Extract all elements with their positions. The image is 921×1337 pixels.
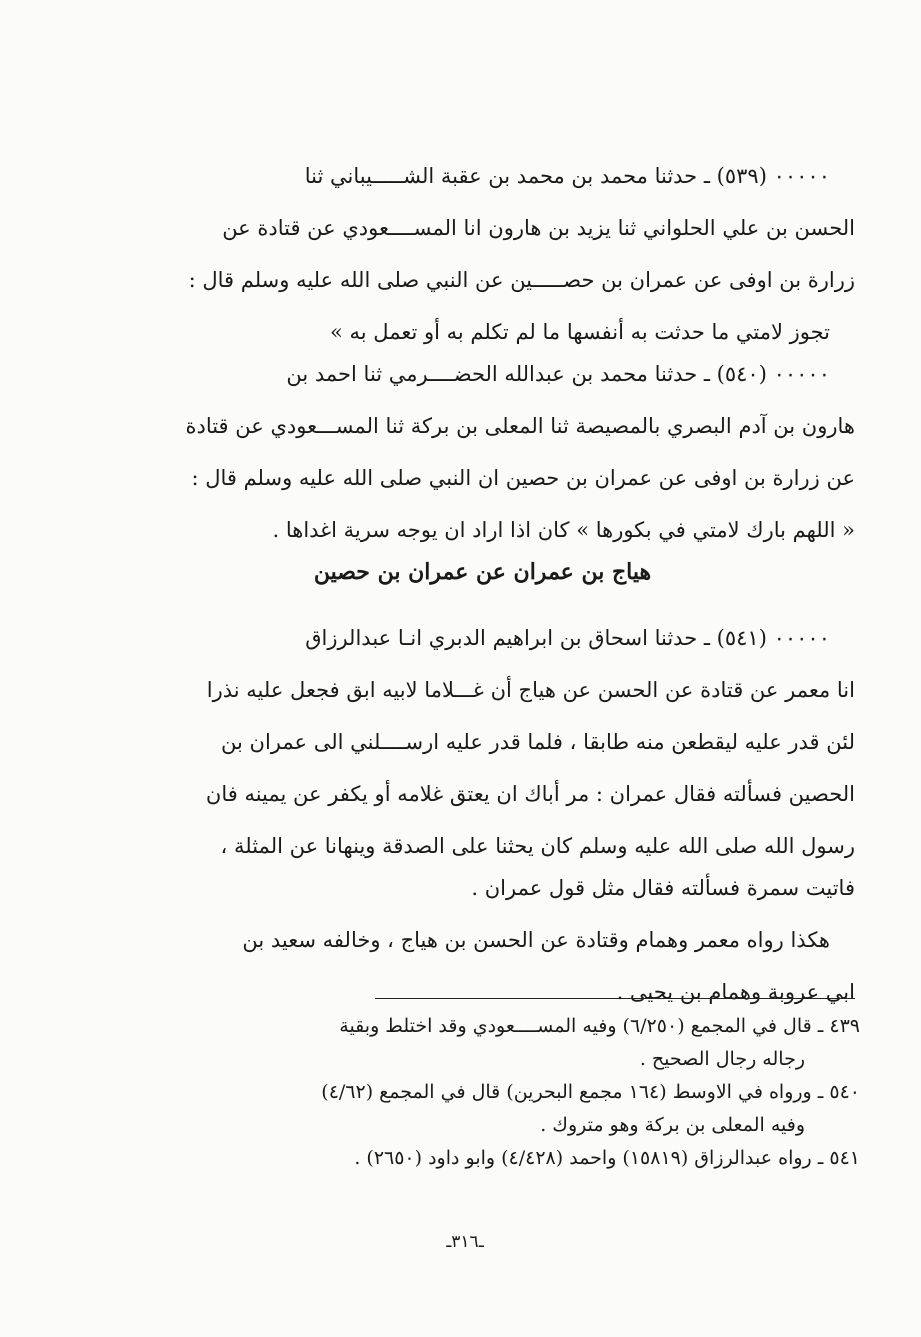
footnotes [120, 1010, 860, 1175]
text-line: رسول الله صلى الله عليه وسلم كان يحثنا على الصدقة وينهانا عن المثلة ، [220, 834, 855, 858]
text-line: الحصين فسألته فقال عمران : مر أباك ان يعتق غلامه أو يكفر عن يمينه فان [205, 782, 855, 806]
text-line: هارون بن آدم البصري بالمصيصة ثنا المعلى بن بركة ثنا المســـعودي عن قتادة [185, 414, 855, 438]
page-number: ـ٣١٦ـ [446, 1232, 484, 1252]
commentary [110, 862, 855, 1018]
hadith-541 [110, 612, 855, 872]
text-line: عن زرارة بن اوفى عن عمران بن حصين ان النبي صلى الله عليه وسلم قال : [191, 466, 855, 490]
text-line: انا معمر عن قتادة عن الحسن عن هياج أن غـــلاما لابيه ابق فجعل عليه نذرا [206, 678, 855, 702]
footnote-line: رجاله رجال الصحيح . [639, 1048, 805, 1070]
footnote-line: ٥٤١ ـ رواه عبدالرزاق (١٥٨١٩) واحمد (٤/٤٢٨) وابو داود (٢٦٥٠) . [354, 1147, 860, 1169]
text-line: لئن قدر عليه ليقطعن منه طابقا ، فلما قدر عليه ارســــلني الى عمران بن [221, 730, 855, 754]
footnote-line: ٤٣٩ ـ قال في المجمع (٦/٢٥٠) وفيه المســــعودي وقد اختلط وبقية [339, 1015, 860, 1037]
text-line: زرارة بن اوفى عن عمران بن حصـــــين عن النبي صلى الله عليه وسلم قال : [188, 268, 855, 292]
section-heading: هياج بن عمران عن عمران بن حصين [313, 559, 652, 585]
text-line: الحسن بن علي الحلواني ثنا يزيد بن هارون انا المســــعودي عن قتادة عن [222, 216, 855, 240]
text-line: فاتيت سمرة فسألته فقال مثل قول عمران . [471, 876, 855, 900]
text-line: ٠٠٠٠٠ (٥٤١) ـ حدثنا اسحاق بن ابراهيم الدبري انـا عبدالرزاق [305, 626, 830, 650]
hadith-539 [110, 150, 855, 358]
text-line: تجوز لامتي ما حدثت به أنفسها ما لم تكلم به أو تعمل به » [329, 320, 830, 344]
footnote-line: وفيه المعلى بن بركة وهو متروك . [540, 1114, 805, 1136]
text-line: ٠٠٠٠٠ (٥٣٩) ـ حدثنا محمد بن محمد بن عقبة الشـــــيباني ثنا [304, 164, 830, 188]
text-line: ابي عروبة وهمام بن يحيى . [616, 980, 855, 1004]
text-line: « اللهم بارك لامتي في بكورها » كان اذا اراد ان يوجه سرية اغداها . [272, 518, 855, 542]
text-line: هكذا رواه معمر وهمام وقتادة عن الحسن بن هياج ، وخالفه سعيد بن [242, 928, 830, 952]
hadith-540 [110, 348, 855, 556]
footnote-line: ٥٤٠ ـ ورواه في الاوسط (١٦٤ مجمع البحرين) قال في المجمع (٤/٦٢) [321, 1081, 860, 1103]
footnote-divider [375, 998, 855, 999]
text-line: ٠٠٠٠٠ (٥٤٠) ـ حدثنا محمد بن عبدالله الحضــــرمي ثنا احمد بن [286, 362, 830, 386]
